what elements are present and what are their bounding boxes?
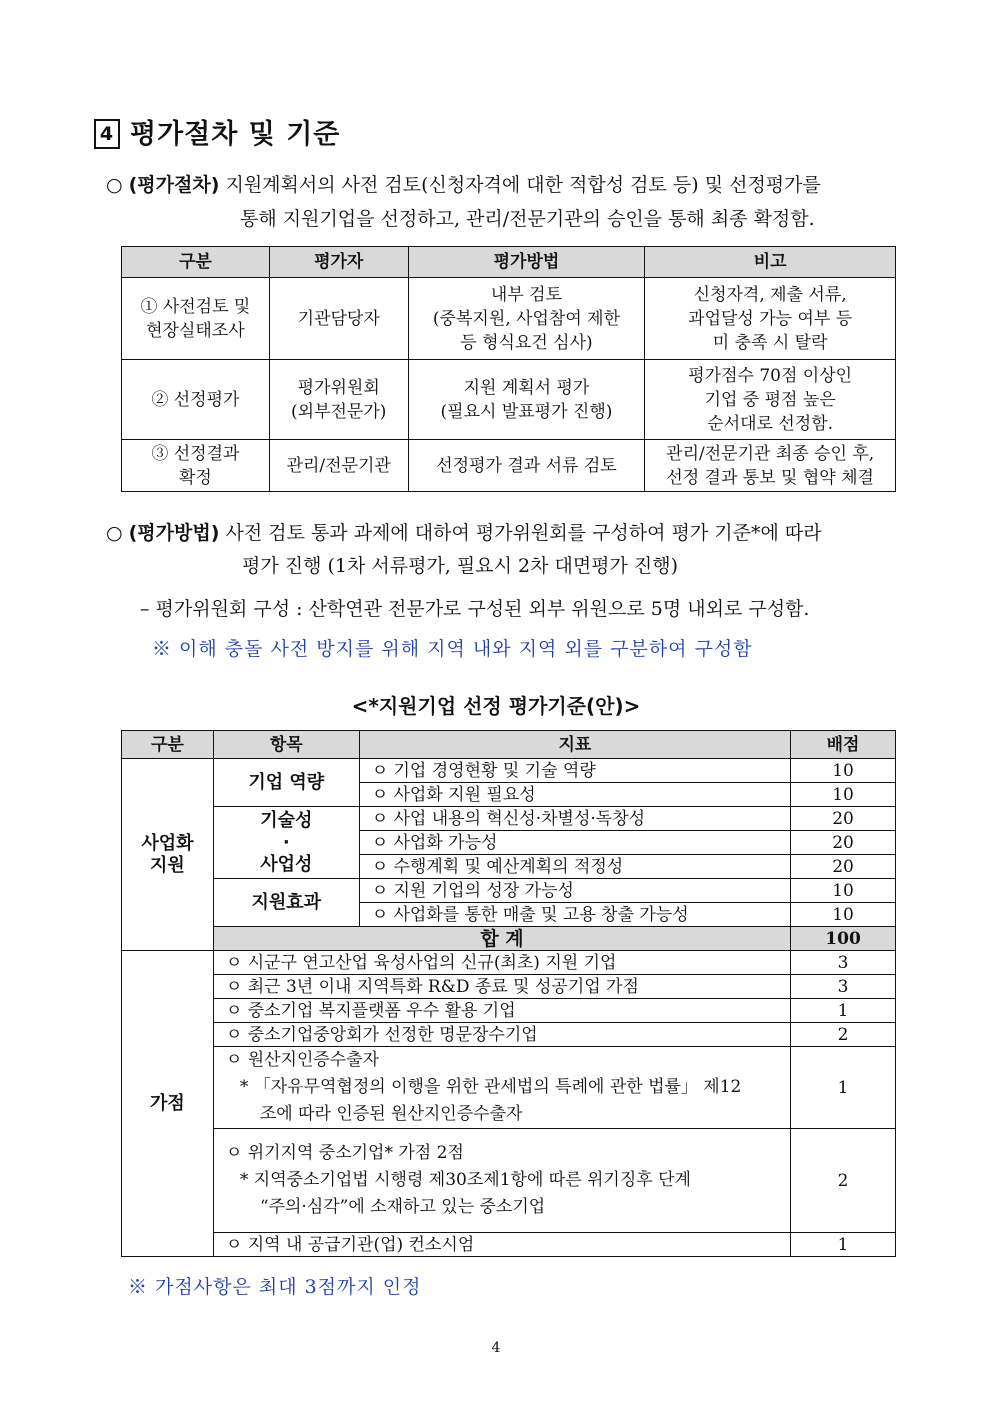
header-method: 평가방법 [408,247,645,278]
bullet-circle-icon: ○ [106,174,129,196]
stage-cell-line: 현장실태조사 [146,320,245,341]
stage-cell [122,440,270,492]
bonus-footnote: ※ 가점사항은 최대 3점까지 인정 [128,1276,422,1298]
conflict-note: ※ 이해 충돌 사전 방지를 위해 지역 내와 지역 외를 구분하여 구성함 [152,638,753,660]
bonus-row [122,1023,896,1047]
score-cell: 10 [791,759,896,783]
bonus-criterion-detail: “주의·심각”에 소재하고 있는 중소기업 [259,1197,546,1217]
page-number: 4 [491,1340,501,1356]
bonus-row [122,999,896,1023]
evaluator-cell [269,278,408,360]
committee-composition: – 평가위원회 구성 : 산학연관 전문가로 구성된 외부 위원으로 5명 내외로 구성함. [140,598,810,620]
header-indicator: 지표 [359,731,790,759]
indicator-cell: ㅇ 지원 기업의 성장 가능성 [359,879,790,903]
evaluator-cell-line: 관리/전문기관 [286,455,391,476]
bonus-score: 2 [791,1023,896,1047]
item-name-cell: 기업 역량 [213,759,359,807]
bonus-criterion-detail: 조에 따라 인증된 원산지인증수출자 [259,1104,523,1124]
method-label: (평가방법) [128,522,220,544]
method-cell-line: 내부 검토 [490,284,563,305]
stage-cell-line: ③ 선정결과 [151,443,240,464]
bonus-criterion: ㅇ 중소기업중앙회가 선정한 명문장수기업 [225,1024,538,1045]
procedure-table [121,246,896,492]
method-cell-line: 등 형식요건 심사) [460,332,593,353]
note-cell-line: 미 충족 시 탈락 [712,332,828,353]
bullet-circle-icon: ○ [106,522,129,544]
indicator-cell: ㅇ 사업화 지원 필요성 [359,783,790,807]
bonus-criterion-cell [213,1129,790,1233]
criteria-row [122,807,896,831]
header-note: 비고 [645,247,896,278]
method-cell [408,278,645,360]
procedure-label: (평가절차) [128,174,220,196]
bonus-score: 1 [791,1233,896,1257]
note-cell-line: 평가점수 70점 이상인 [688,365,853,386]
bonus-score: 3 [791,975,896,999]
bonus-criterion: ㅇ 중소기업 복지플랫폼 우수 활용 기업 [225,1000,516,1021]
method-cell [408,440,645,492]
total-score: 100 [791,927,896,951]
method-paragraph-line1 [106,518,822,548]
bonus-criterion: ㅇ 최근 3년 이내 지역특화 R&D 종료 및 성공기업 가점 [225,976,639,997]
criteria-row [122,879,896,903]
indicator-cell: ㅇ 기업 경영현황 및 기술 역량 [359,759,790,783]
procedure-row [122,278,896,360]
item-name-cell: 기술성 · 사업성 [213,807,359,879]
note-cell-line: 순서대로 선정함. [707,413,834,434]
header-evaluator: 평가자 [269,247,408,278]
note-cell [645,360,896,440]
stage-cell [122,360,270,440]
evaluator-cell-line: 기관담당자 [297,308,380,329]
score-cell: 20 [791,807,896,831]
method-line2: 평가 진행 (1차 서류평가, 필요시 2차 대면평가 진행) [242,555,679,577]
stage-cell [122,278,270,360]
indicator-cell: ㅇ 사업화 가능성 [359,831,790,855]
category-business-support: 사업화 지원 [122,759,214,951]
bonus-criterion-cell [213,999,790,1023]
bonus-criterion: ㅇ 시군구 연고산업 육성사업의 신규(최초) 지원 기업 [225,952,617,973]
stage-cell-line: ② 선정평가 [151,389,240,410]
bonus-row [122,1047,896,1129]
bonus-row [122,1129,896,1233]
bonus-criterion: ㅇ 지역 내 공급기관(업) 컨소시엄 [225,1234,475,1255]
bonus-criterion-cell [213,1047,790,1129]
method-cell-line: 선정평가 결과 서류 검토 [436,455,617,476]
criteria-table [121,730,896,1257]
method-cell-line: (중복지원, 사업참여 제한 [432,308,620,329]
criteria-table-header [122,731,896,759]
bonus-criterion-cell [213,1023,790,1047]
stage-cell-line: 확정 [178,467,212,488]
procedure-line2: 통해 지원기업을 선정하고, 관리/전문기관의 승인을 통해 최종 확정함. [240,208,815,230]
indicator-cell: ㅇ 사업 내용의 혁신성·차별성·독창성 [359,807,790,831]
bonus-criterion-detail: * 지역중소기업법 시행령 제30조제1항에 따른 위기징후 단계 [239,1170,691,1190]
bonus-criterion-cell [213,951,790,975]
procedure-row [122,360,896,440]
header-item: 항목 [213,731,359,759]
evaluator-cell [269,360,408,440]
evaluator-cell-line: (외부전문가) [291,401,387,422]
note-cell-line: 관리/전문기관 최종 승인 후, [666,443,875,464]
bonus-criterion: ㅇ 위기지역 중소기업* 가점 2점 [225,1143,464,1163]
category-bonus: 가점 [122,951,214,1257]
score-cell: 20 [791,831,896,855]
section-title-text: 평가절차 및 기준 [130,119,341,150]
bonus-criterion: ㅇ 원산지인증수출자 [225,1050,380,1070]
procedure-table-header [122,247,896,278]
note-cell-line: 신청자격, 제출 서류, [693,284,847,305]
header-category: 구분 [122,731,214,759]
note-cell [645,278,896,360]
bonus-score: 1 [791,999,896,1023]
procedure-line1: 지원계획서의 사전 검토(신청자격에 대한 적합성 검토 등) 및 선정평가를 [219,174,821,196]
note-cell-line: 과업달성 가능 여부 등 [688,308,853,329]
note-cell-line: 선정 결과 통보 및 협약 체결 [666,467,874,488]
bonus-score: 1 [791,1047,896,1129]
bonus-score: 2 [791,1129,896,1233]
bonus-criterion-cell [213,975,790,999]
bonus-criterion-cell [213,1233,790,1257]
bonus-row [122,1233,896,1257]
criteria-table-caption: <*지원기업 선정 평가기준(안)> [351,694,641,718]
procedure-row [122,440,896,492]
bonus-row [122,975,896,999]
indicator-cell: ㅇ 사업화를 통한 매출 및 고용 창출 가능성 [359,903,790,927]
section-title [94,112,340,151]
total-label: 합 계 [213,927,790,951]
item-name-cell: 지원효과 [213,879,359,927]
note-cell [645,440,896,492]
procedure-paragraph-line1 [106,170,821,200]
score-cell: 20 [791,855,896,879]
bonus-criterion-detail: * 「자유무역협정의 이행을 위한 관세법의 특례에 관한 법률」 제12 [239,1077,742,1097]
stage-cell-line: ① 사전검토 및 [140,296,251,317]
criteria-row [122,759,896,783]
method-cell-line: (필요시 발표평가 진행) [440,401,613,422]
bonus-score: 3 [791,951,896,975]
score-cell: 10 [791,783,896,807]
bonus-row [122,951,896,975]
total-row [122,927,896,951]
method-line1: 사전 검토 통과 과제에 대하여 평가위원회를 구성하여 평가 기준*에 따라 [219,522,822,544]
score-cell: 10 [791,903,896,927]
evaluator-cell-line: 평가위원회 [297,377,380,398]
indicator-cell: ㅇ 수행계획 및 예산계획의 적정성 [359,855,790,879]
method-cell-line: 지원 계획서 평가 [463,377,590,398]
score-cell: 10 [791,879,896,903]
header-stage: 구분 [122,247,270,278]
header-score: 배점 [791,731,896,759]
method-cell [408,360,645,440]
evaluator-cell [269,440,408,492]
note-cell-line: 기업 중 평점 높은 [704,389,836,410]
section-number-box: 4 [94,119,120,149]
